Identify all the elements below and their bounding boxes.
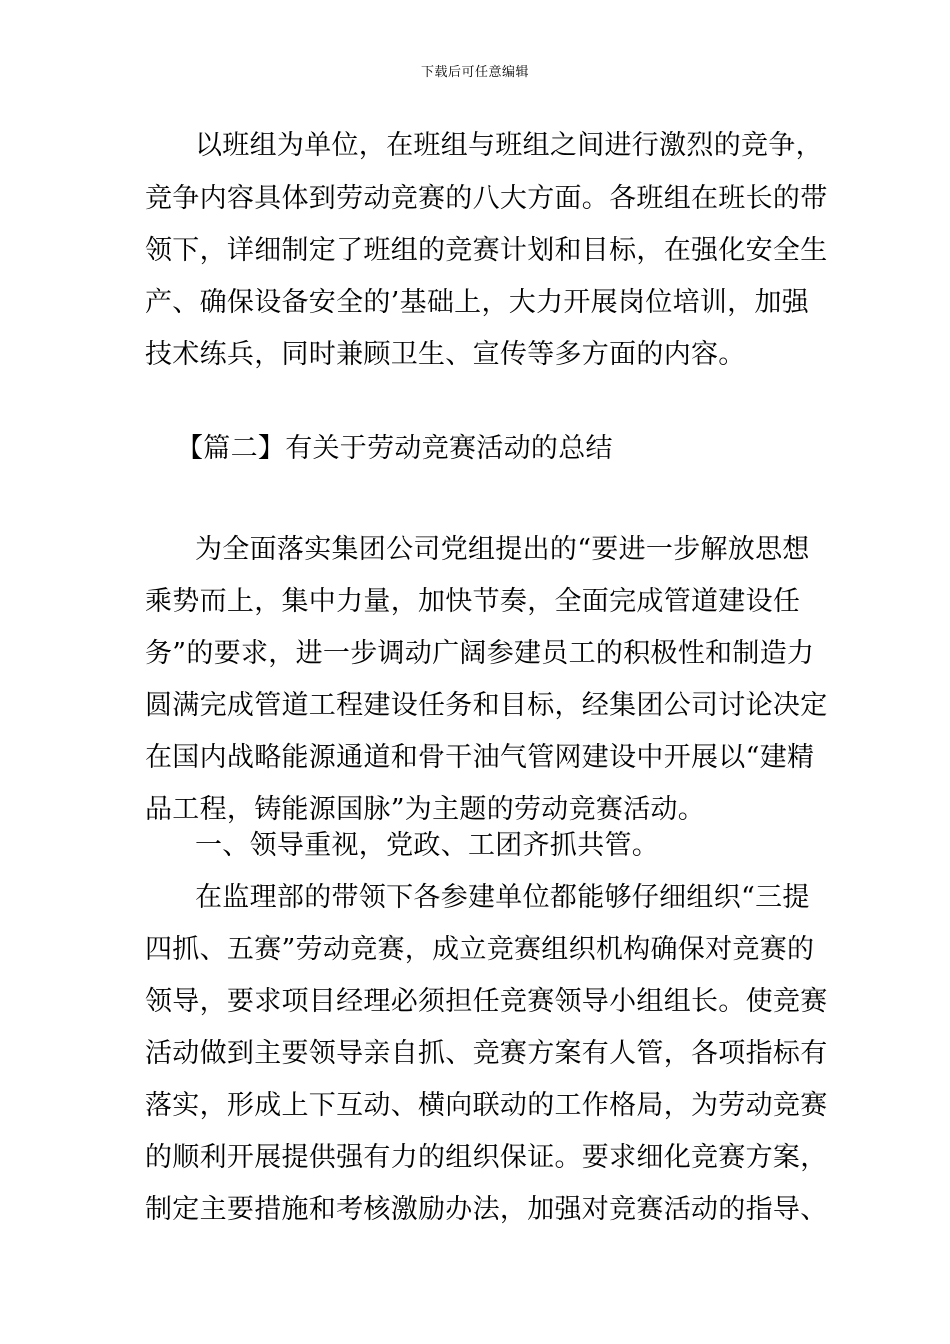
paragraph-1-line-4: 产、确保设备安全的’基础上，大力开展岗位培训，加强 [145, 287, 810, 318]
paragraph-2-line-2: 乘势而上，集中力量，加快节奏，全面完成管道建设任 [145, 586, 801, 617]
paragraph-1-line-2: 竞争内容具体到劳动竞赛的八大方面。各班组在班长的带 [145, 183, 828, 214]
subsection-title: 一、领导重视，党政、工团齐抓共管。 [195, 830, 660, 861]
paragraph-3-line-4: 活动做到主要领导亲自抓、竞赛方案有人管，各项指标有 [145, 1038, 828, 1069]
paragraph-1-line-5: 技术练兵，同时兼顾卫生、宣传等多方面的内容。 [145, 339, 746, 370]
header-note: 下载后可任意编辑 [420, 65, 529, 80]
paragraph-3-line-3: 领导，要求项目经理必须担任竞赛领导小组组长。使竞赛 [145, 986, 828, 1017]
paragraph-3-line-6: 的顺利开展提供强有力的组织保证。要求细化竞赛方案， [145, 1142, 828, 1173]
paragraph-2-line-1: 为全面落实集团公司党组提出的“要进一步解放思想 [195, 534, 810, 565]
paragraph-3-line-2: 四抓、五赛”劳动竞赛，成立竞赛组织机构确保对竞赛的 [145, 934, 815, 965]
paragraph-3-line-1: 在监理部的带领下各参建单位都能够仔细组织“三提 [195, 882, 810, 913]
paragraph-3-line-7: 制定主要措施和考核激励办法，加强对竞赛活动的指导、 [145, 1194, 828, 1225]
paragraph-2-line-3: 务”的要求，进一步调动广阔参建员工的积极性和制造力 [145, 638, 815, 669]
section-heading: 【篇二】有关于劳动竞赛活动的总结 [176, 433, 613, 464]
paragraph-2-line-6: 品工程，铸能源国脉”为主题的劳动竞赛活动。 [145, 794, 706, 825]
paragraph-2-line-4: 圆满完成管道工程建设任务和目标，经集团公司讨论决定 [145, 690, 828, 721]
paragraph-3-line-5: 落实，形成上下互动、横向联动的工作格局，为劳动竞赛 [145, 1090, 828, 1121]
paragraph-2-line-5: 在国内战略能源通道和骨干油气管网建设中开展以“建精 [145, 742, 815, 773]
paragraph-1-line-1: 以班组为单位，在班组与班组之间进行激烈的竞争， [195, 130, 823, 161]
paragraph-1-line-3: 领下，详细制定了班组的竞赛计划和目标，在强化安全生 [145, 235, 828, 266]
